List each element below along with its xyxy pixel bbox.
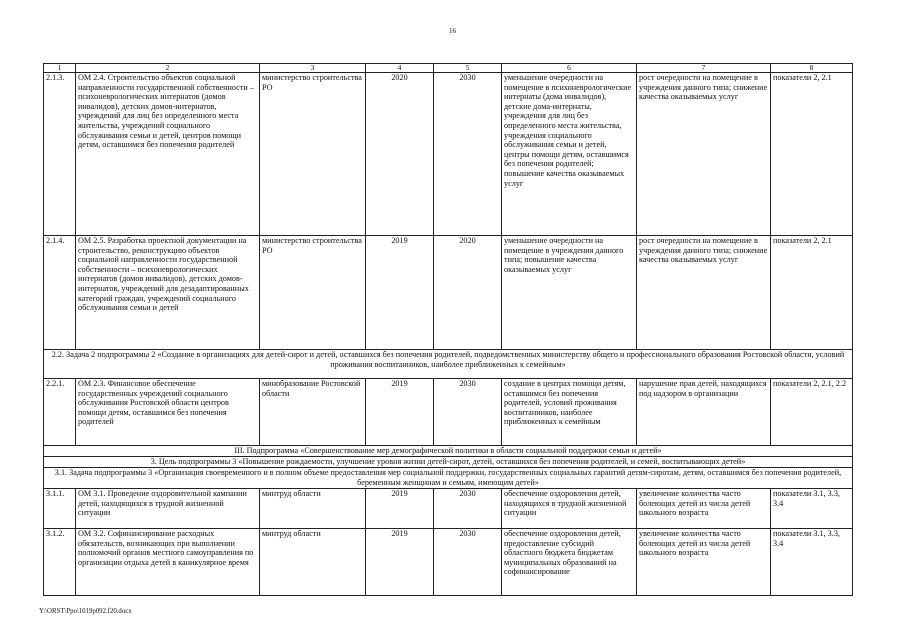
end-year: 2030 [434, 73, 502, 236]
section-heading: 3.1. Задача подпрограммы 3 «Организация своевременного и в полном объеме предоставления мер социальной поддержки, государственных социальных гарантий детям-сиротам, детям, оставшимся без попечения родителей, беременным женщинам и семьям, имеющим детей» [44, 468, 853, 489]
executor: минтруд области [260, 529, 366, 596]
measures-table [43, 63, 853, 596]
executor: министерство строительства РО [260, 73, 366, 236]
start-year: 2019 [366, 379, 434, 446]
executor: минобразование Ростовской области [260, 379, 366, 446]
non-implementation-consequence: нарушение прав детей, находящихся под надзором в организации [637, 379, 771, 446]
start-year: 2019 [366, 236, 434, 350]
non-implementation-consequence: рост очередности на помещение в учреждения данного типа; снижение качества оказываемых услуг [637, 236, 771, 350]
measure-name: ОМ 2.5. Разработка проектной документации на строительство, реконструкцию объектов социальной направленности государственной собственности – психоневрологических интернатов (домов инвалидов), детских домов-интернатов, учреждений для дезадаптированных категорий граждан, учреждений социального обслуживания семьи и детей [76, 236, 260, 350]
end-year: 2020 [434, 236, 502, 350]
section-heading: 2.2. Задача 2 подпрограммы 2 «Создание в организациях для детей-сирот и детей, оставшихся без попечения родителей, подведомственных министерству общего и профессионального образования Ростовской области, условий проживания воспитанников, наиболее приближенных к семейным» [44, 350, 853, 379]
measure-name: ОМ 2.3. Финансовое обеспечение государственных учреждений социального обслуживания Ростовской области центров помощи детям, оставшимся без попечения родителей [76, 379, 260, 446]
row-number: 2.2.1. [44, 379, 76, 446]
col-number: 7 [637, 64, 771, 73]
end-year: 2030 [434, 489, 502, 529]
start-year: 2020 [366, 73, 434, 236]
measure-name: ОМ 3.2. Софинансирование расходных обязательств, возникающих при выполнении полномочий органов местного самоуправления по организации отдыха детей в каникулярное время [76, 529, 260, 596]
expected-result: уменьшение очередности на помещение в учреждения данного типа; повышение качества оказываемых услуг [502, 236, 637, 350]
section-heading: 3. Цель подпрограммы 3 «Повышение рождаемости, улучшение уровня жизни детей-сирот, детей, оставшихся без попечения родителей, и семей, воспитывающих детей» [44, 457, 853, 468]
table-row [44, 489, 853, 529]
page-number: 16 [449, 27, 456, 35]
measure-name: ОМ 2.4. Строительство объектов социальной направленности государственной собственности – психоневрологических интернатов (домов инвалидов), детских домов-интернатов, учреждений для лиц без определенного места жительства, учреждений социального обслуживания семьи и детей, центров помощи детям, оставшимся без попечения родителей [76, 73, 260, 236]
section-heading: III. Подпрограмма «Совершенствование мер демографической политики в области социальной поддержки семьи и детей» [44, 446, 853, 457]
non-implementation-consequence: рост очередности на помещение в учреждения данного типа; снижение качества оказываемых услуг [637, 73, 771, 236]
measure-name: ОМ 3.1. Проведение оздоровительной кампании детей, находящихся в трудной жизненной ситуации [76, 489, 260, 529]
table-row [44, 236, 853, 350]
table-row [44, 379, 853, 446]
section-row [44, 446, 853, 457]
col-number: 6 [502, 64, 637, 73]
column-numbers-row [44, 64, 853, 73]
col-number: 1 [44, 64, 76, 73]
table-row [44, 529, 853, 596]
row-number: 3.1.2. [44, 529, 76, 596]
indicator-link: показатели 3.1, 3.3, 3.4 [771, 489, 853, 529]
col-number: 3 [260, 64, 366, 73]
end-year: 2030 [434, 529, 502, 596]
start-year: 2019 [366, 489, 434, 529]
table-row [44, 73, 853, 236]
col-number: 5 [434, 64, 502, 73]
indicator-link: показатели 3.1, 3.3, 3.4 [771, 529, 853, 596]
col-number: 2 [76, 64, 260, 73]
end-year: 2030 [434, 379, 502, 446]
indicator-link: показатели 2, 2.1 [771, 236, 853, 350]
start-year: 2019 [366, 529, 434, 596]
expected-result-text: уменьшение очередности на помещение в психоневрологические интернаты (дома инвалидов), детские дома-интернаты, учреждения для лиц без определенного места жительства, учреждения социального обслуживания семьи и детей, центры помощи детям, оставшимся без попечения родителей; повышение качества оказываемых услуг [504, 73, 632, 188]
section-row [44, 468, 853, 489]
non-implementation-consequence: увеличение количества часто болеющих детей из числа детей школьного возраста [637, 529, 771, 596]
col-number: 4 [366, 64, 434, 73]
expected-result-text: создание в центрах помощи детям, оставшимся без попечения родителей, условий проживания воспитанников, наиболее приближенных к семейным [504, 379, 626, 427]
expected-result: обеспечение оздоровления детей, предоставление субсидий областного бюджета бюджетам муниципальных образований на софинансирование [502, 529, 637, 596]
indicator-link: показатели 2, 2.1 [771, 73, 853, 236]
non-implementation-consequence: увеличение количества часто болеющих детей из числа детей школьного возраста [637, 489, 771, 529]
file-path-footer: Y:\ORST\Ppo\1019p092.f20.docx [39, 608, 132, 615]
row-number: 2.1.4. [44, 236, 76, 350]
expected-result [502, 73, 637, 236]
row-number: 2.1.3. [44, 73, 76, 236]
col-number: 8 [771, 64, 853, 73]
indicator-link: показатели 2, 2.1, 2.2 [771, 379, 853, 446]
expected-result: обеспечение оздоровления детей, находящихся в трудной жизненной ситуации [502, 489, 637, 529]
row-number: 3.1.1. [44, 489, 76, 529]
executor: минтруд области [260, 489, 366, 529]
section-row [44, 457, 853, 468]
executor: министерство строительства РО [260, 236, 366, 350]
expected-result [502, 379, 637, 446]
section-row [44, 350, 853, 379]
